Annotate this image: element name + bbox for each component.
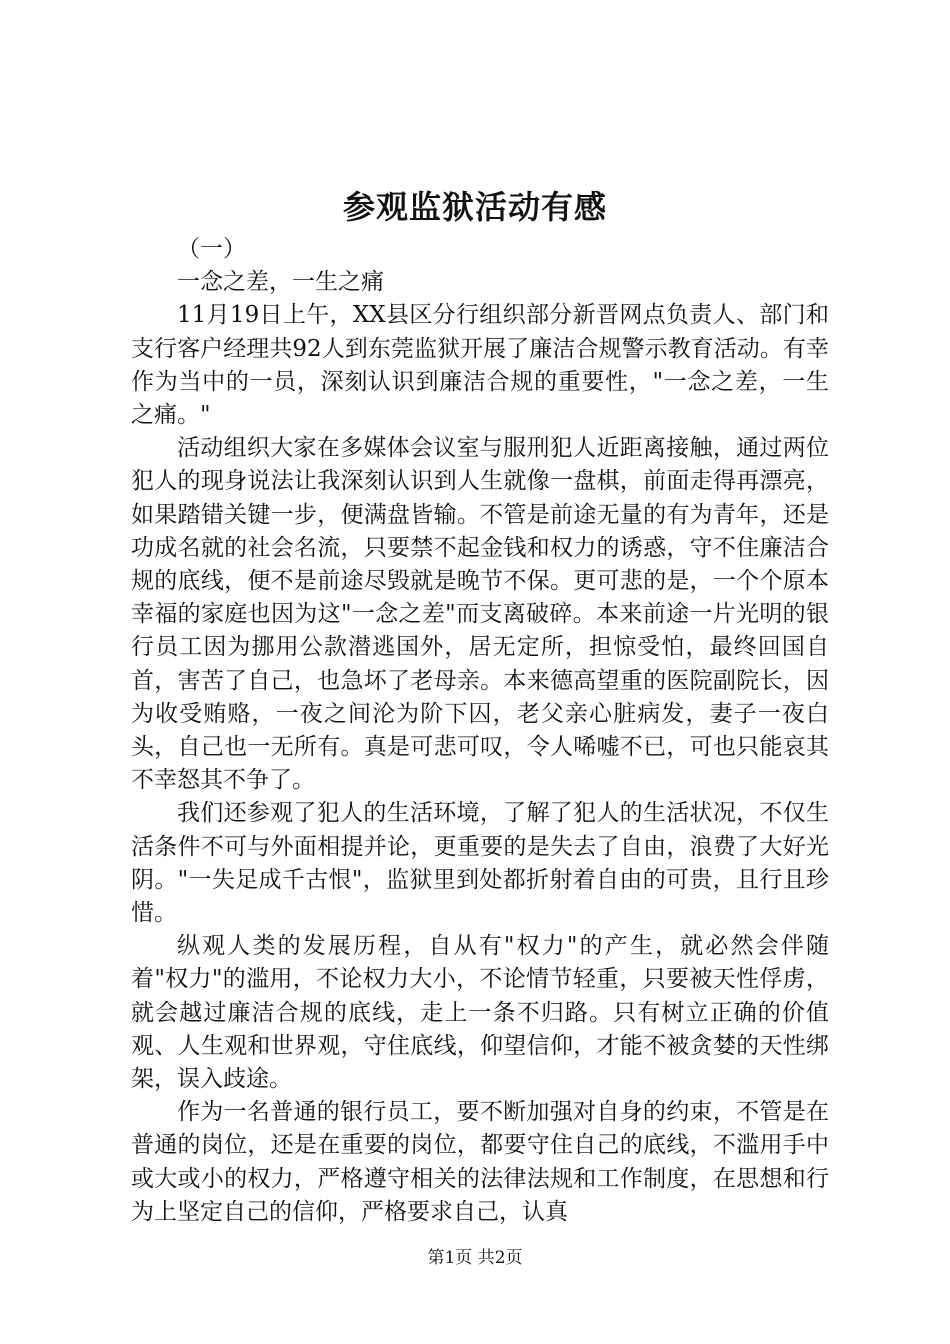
paragraph: 作为一名普通的银行员工，要不断加强对自身的约束，不管是在普通的岗位，还是在重要的岗位，都要守住自己的底线，不滥用手中或大或小的权力，严格遵守相关的法律法规和工作制度，在思想和行为上坚定自己的信仰，严格要求自己，认真 [131,1099,829,1225]
page-number-footer: 第1页 共2页 [427,1248,523,1268]
document-title: 参观监狱活动有感 [342,188,607,226]
paragraph: 纵观人类的发展历程，自从有"权力"的产生，就必然会伴随着"权力"的滥用，不论权力大小，不论情节轻重，只要被天性俘虏，就会越过廉洁合规的底线，走上一条不归路。只有树立正确的价值观、人生观和世界观，守住底线，仰望信仰，才能不被贪婪的天性绑架，误入歧途。 [131,933,829,1093]
section-heading: 一念之差，一生之痛 [177,269,384,296]
document-body [131,233,829,1229]
paragraph: 11月19日上午，XX县区分行组织部分新晋网点负责人、部门和支行客户经理共92人到东莞监狱开展了廉洁合规警示教育活动。有幸作为当中的一员，深刻认识到廉洁合规的重要性，"一念之差，一生之痛。" [131,302,829,429]
paragraph: 我们还参观了犯人的生活环境，了解了犯人的生活状况，不仅生活条件不可与外面相提并论，更重要的是失去了自由，浪费了大好光阴。"一失足成千古恨"，监狱里到处都折射着自由的可贵，且行且珍惜。 [131,800,829,927]
section-marker: （一） [177,236,246,262]
paragraph: 活动组织大家在多媒体会议室与服刑犯人近距离接触，通过两位犯人的现身说法让我深刻认识到人生就像一盘棋，前面走得再漂亮，如果踏错关键一步，便满盘皆输。不管是前途无量的有为青年，还是功成名就的社会名流，只要禁不起金钱和权力的诱惑，守不住廉洁合规的底线，便不是前途尽毁就是晚节不保。更可悲的是，一个个原本幸福的家庭也因为这"一念之差"而支离破碎。本来前途一片光明的银行员工因为挪用公款潜逃国外，居无定所，担惊受怕，最终回国自首，害苦了自己，也急坏了老母亲。本来德高望重的医院副院长，因为收受贿赂，一夜之间沦为阶下囚，老父亲心脏病发，妻子一夜白头，自己也一无所有。真是可悲可叹，令人唏嘘不已，可也只能哀其不幸怒其不争了。 [131,435,829,794]
